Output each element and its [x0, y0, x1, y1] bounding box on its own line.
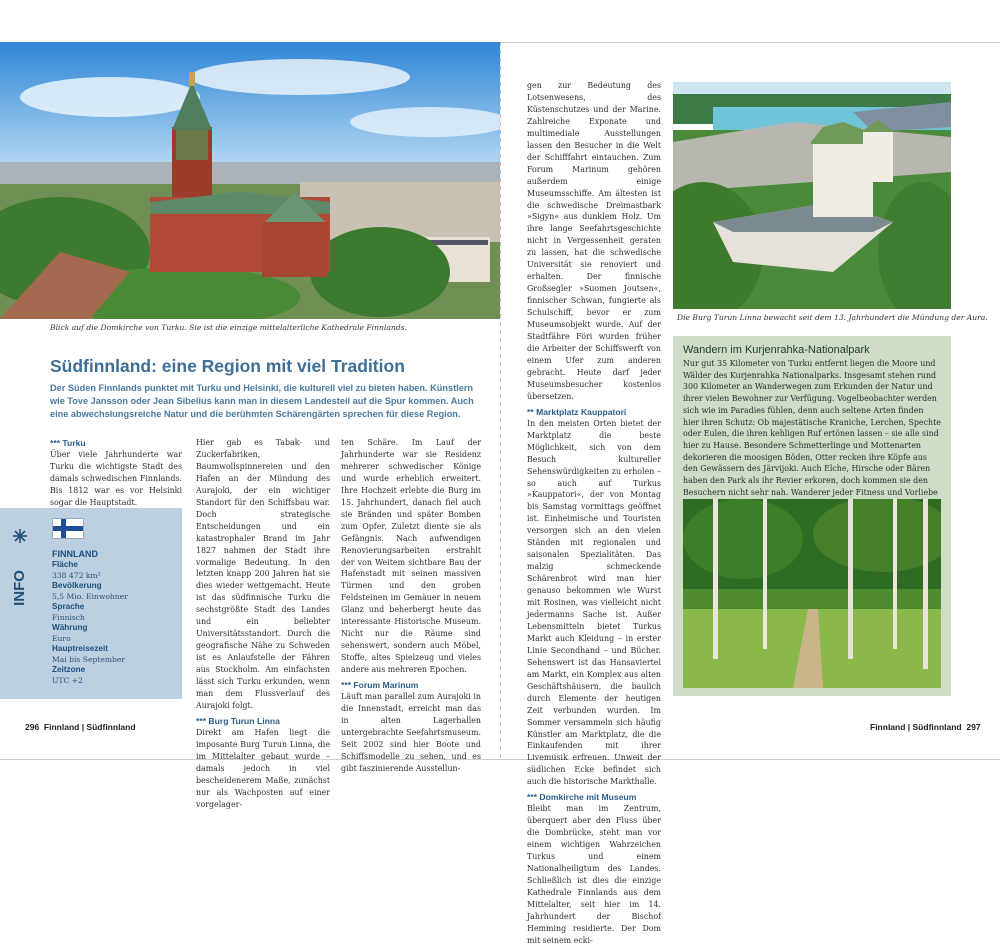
col3-text: ten Schäre. Im Lauf der Jahrhunderte war sie Residenz mehrerer schwedischer Könige und wurde erheblich erweitert. Ihre Hochzeit erlebte die Burg im 15. Jahrhundert, danach fiel auch sie Bränden und später Bomben zum Opfer. Zuletzt diente sie als Gefängnis. Nach aufwendigen Renovierungsarbeiten erstrahlt der von Weitem sichtbare Bau der Hafenstadt mit seinen massiven Türmen und den groben Feldsteinen im Gemäuer in neuem Glanz und beherbergt heute das interessante Historische Museum. Nicht nur die Räume sind sehenswert, sondern auch Möbel, Stoffe, altes Spielzeug und vieles andere aus mehreren Epochen.: [341, 438, 481, 675]
info-value-timezone: UTC +2: [52, 675, 83, 685]
left-running-head: Finnland | Südfinnland: [43, 722, 136, 732]
column-2: [196, 437, 330, 811]
turku-text: Über viele Jahrhunderte war Turku die wichtigste Stadt des damals schwedischen Finnlands. Bis 1812 war es vor Helsinki sogar die Hauptstadt.: [50, 450, 182, 507]
right-running-head: Finnland | Südfinnland: [870, 722, 962, 732]
info-label-language: Sprache: [52, 602, 85, 611]
info-side-label: [0, 508, 40, 699]
info-label-population: Bevölkerung: [52, 581, 102, 590]
castle-photo: [673, 82, 951, 309]
right-folio: [870, 722, 981, 732]
col4-text2: In den meisten Orten bietet der Marktplatz die beste Möglichkeit, sich von dem Besuch kultureller Sehenswürdigkeiten zu erholen – so auch auf Turkus »Kauppatori«, der von Montag bis Samstag vormittags geöffnet ist. Einheimische und Touristen versorgen sich an den vielen Ständen mit regionalen und saisonalen Spezialitäten. Das malzig schmeckende Schärenbrot wird man hier genauso bekommen wie Wurst mit Rosinen, was vielleicht nicht jedermanns Sache ist. Außer Lebensmitteln bietet Turkus Markt auch Kleidung – in erster Linie Secondhand – und Bücher. Sehenswert ist das Hansaviertel am Markt, ein Komplex aus alten Geschäftshäusern, die baulich durch Elemente der heutigen Zeit verbunden wurden. Im Sommer versammeln sich häufig Künstler am Marktplatz, die die Einkaufenden mit ihrer Livemusik erfreuen. Unweit der südlichen Ecke befindet sich auch die historische Markthalle.: [527, 418, 661, 787]
page-gutter: [500, 42, 501, 758]
info-body: [52, 518, 177, 686]
burg-heading: *** Burg Turun Linna: [196, 715, 280, 726]
col2-text2: Direkt am Hafen liegt die imposante Burg Turun Linna, die im Mittelalter gebaut wurde – damals jedoch in viel bescheidenerem Maße, zunächst nur als Wachposten auf einer vorgelager-: [196, 727, 330, 809]
col2-text: Hier gab es Tabak- und Zuckerfabriken, Baumwollspinnereien und den Hafen an der Mündung des Aurajoki, der ein wichtiger Standort für den Schiffsbau war. Doch strategische Entscheidungen und ein katastrophaler Brand im Jahr 1827 nahmen der Stadt ihre vormalige Bedeutung. In den letzten knapp 200 Jahren hat sie dies wieder wettgemacht. Heute ist das südfinnische Turku die sechstgrößte Stadt des Landes und ein beliebter Universitätsstandort. Durch die geografische Nähe zu Schweden ist es Anlaufstelle der Fähren aus Stockholm. Am einfachsten lässt sich Turku erkunden, wenn man dem Flussverlauf des Aurajoki folgt.: [196, 438, 330, 710]
column-4: [527, 80, 661, 947]
left-folio: [25, 722, 136, 732]
info-label-timezone: Zeitzone: [52, 665, 86, 674]
domkirche-heading: *** Domkirche mit Museum: [527, 792, 637, 803]
info-title: FINNLAND: [52, 549, 98, 559]
col4-text3: Bleibt man im Zentrum, überquert aber den Fluss über die Dombrücke, steht man vor einem wichtigen Wahrzeichen Turkus und einem Nationalheiligtum des Landes. Schließlich ist dies die einzige Kathedrale Finnlands aus dem Mittelalter, seit hier im 14. Jahrhundert der Bischof Hemming residierte. Der Dom mit seinem ecki-: [527, 804, 661, 945]
finland-flag-icon: [52, 518, 84, 539]
info-word: [2, 548, 38, 628]
cathedral-photo: [0, 42, 500, 319]
info-value-currency: Euro: [52, 633, 71, 643]
col4-text: gen zur Bedeutung des Lotsenwesens, des Küstenschutzes und der Marine. Zahlreiche Exponate und multimediale Ausstellungen lassen den Besucher in die Welt der Schifffahrt eintauchen. Zum Forum Marinum gehören außerdem einige Museumsschiffe. Am ältesten ist die schwedische Dreimastbark »Sigyn« aus dunklem Holz. Um ihre lange Seefahrtsgeschichte nicht in Vergessenheit geraten zu lassen, hat die schwedische Universität sie renoviert und erhalten. Der finnische Großsegler »Suomen Joutsen«, finnischer Schwan, fungierte als Schulschiff, bevor er zum Museumsobjekt wurde. Auf der Stadtfähre Föri wurden früher die Arbeiter der Schiffswerft von einem Ufer zum anderen gebracht. Heute darf jeder Museumsbesucher kostenlos übersetzen.: [527, 81, 661, 401]
info-value-season: Mai bis September: [52, 654, 126, 664]
info-value-area: 338 472 km²: [52, 570, 101, 580]
castle-caption: Die Burg Turun Linna bewacht seit dem 13. Jahrhundert die Mündung der Aura.: [677, 313, 988, 322]
forest-photo: [683, 499, 941, 688]
info-label-currency: Währung: [52, 623, 88, 632]
forum-heading: *** Forum Marinum: [341, 680, 419, 691]
kauppatori-heading: ** Marktplatz Kauppatori: [527, 406, 627, 417]
col3-text2: Läuft man parallel zum Aurajoki in die Innenstadt, erreicht man das in alten Lagerhallen untergebrachte Seefahrtsmuseum. Seit 2002 sind hier Boote und Schiffsmodelle zu sehen, und es gibt faszinierende Ausstellun-: [341, 692, 481, 773]
right-page-number: 297: [966, 722, 981, 732]
left-page-number: 296: [25, 722, 40, 732]
info-label: INFO: [10, 570, 28, 606]
info-value-population: 5,5 Mio. Einwohner: [52, 591, 128, 601]
hiking-heading: Wandern im Kurjenrahka-Nationalpark: [683, 344, 870, 356]
hiking-text: Nur gut 35 Kilometer von Turku entfernt liegen die Moore und Wälder des Kurjenrahka Nationalparks. Insgesamt stehen rund 300 Kilometer an Wanderwegen zum Erkunden der Natur und ihrer vielen Bewohner zur Verfügung. Vogelbeobachter werden sich wie im Paradies fühlen, denn auch seltene Arten finden hier ihren Schutz: Ob majestätische Kraniche, Lerchen, Spechte oder Eulen, die ihren kehligen Ruf ertönen lassen – sie alle sind hier zu Hause. Besondere Schmetterlinge und Mottenarten dekorieren die moosigen Böden, Otter recken ihre Köpfe aus den Gewässern des Järvijoki. Auch Elche, Hirsche oder Bären haben den Park als ihr Revier erkoren, doch kommen sie den Besuchern nicht sehr nah. Wanderer jeder Fitness und Vorliebe: [683, 359, 941, 497]
info-label-area: Fläche: [52, 560, 78, 569]
column-3: [341, 437, 481, 775]
turku-heading: *** Turku: [50, 438, 86, 448]
hiking-box: [673, 336, 951, 696]
page-title: Südfinnland: eine Region mit viel Tradition: [50, 356, 405, 376]
info-label-season: Hauptreisezeit: [52, 644, 108, 653]
info-value-language: Finnisch: [52, 612, 85, 622]
cathedral-caption: Blick auf die Domkirche von Turku. Sie ist die einzige mittelalterliche Kathedrale Finnlands.: [50, 323, 407, 332]
column-1: [50, 434, 182, 509]
intro-text: Der Süden Finnlands punktet mit Turku und Helsinki, die kulturell viel zu bieten haben. Künstlern wie Tove Jansson oder Jean Sibelius kann man in diesem Landesteil auf die Spur kommen. Auch eine abwechslungsreiche Natur und die berühmten Schärengärten sprechen für diese Region.: [50, 383, 474, 419]
info-box: [0, 508, 182, 699]
